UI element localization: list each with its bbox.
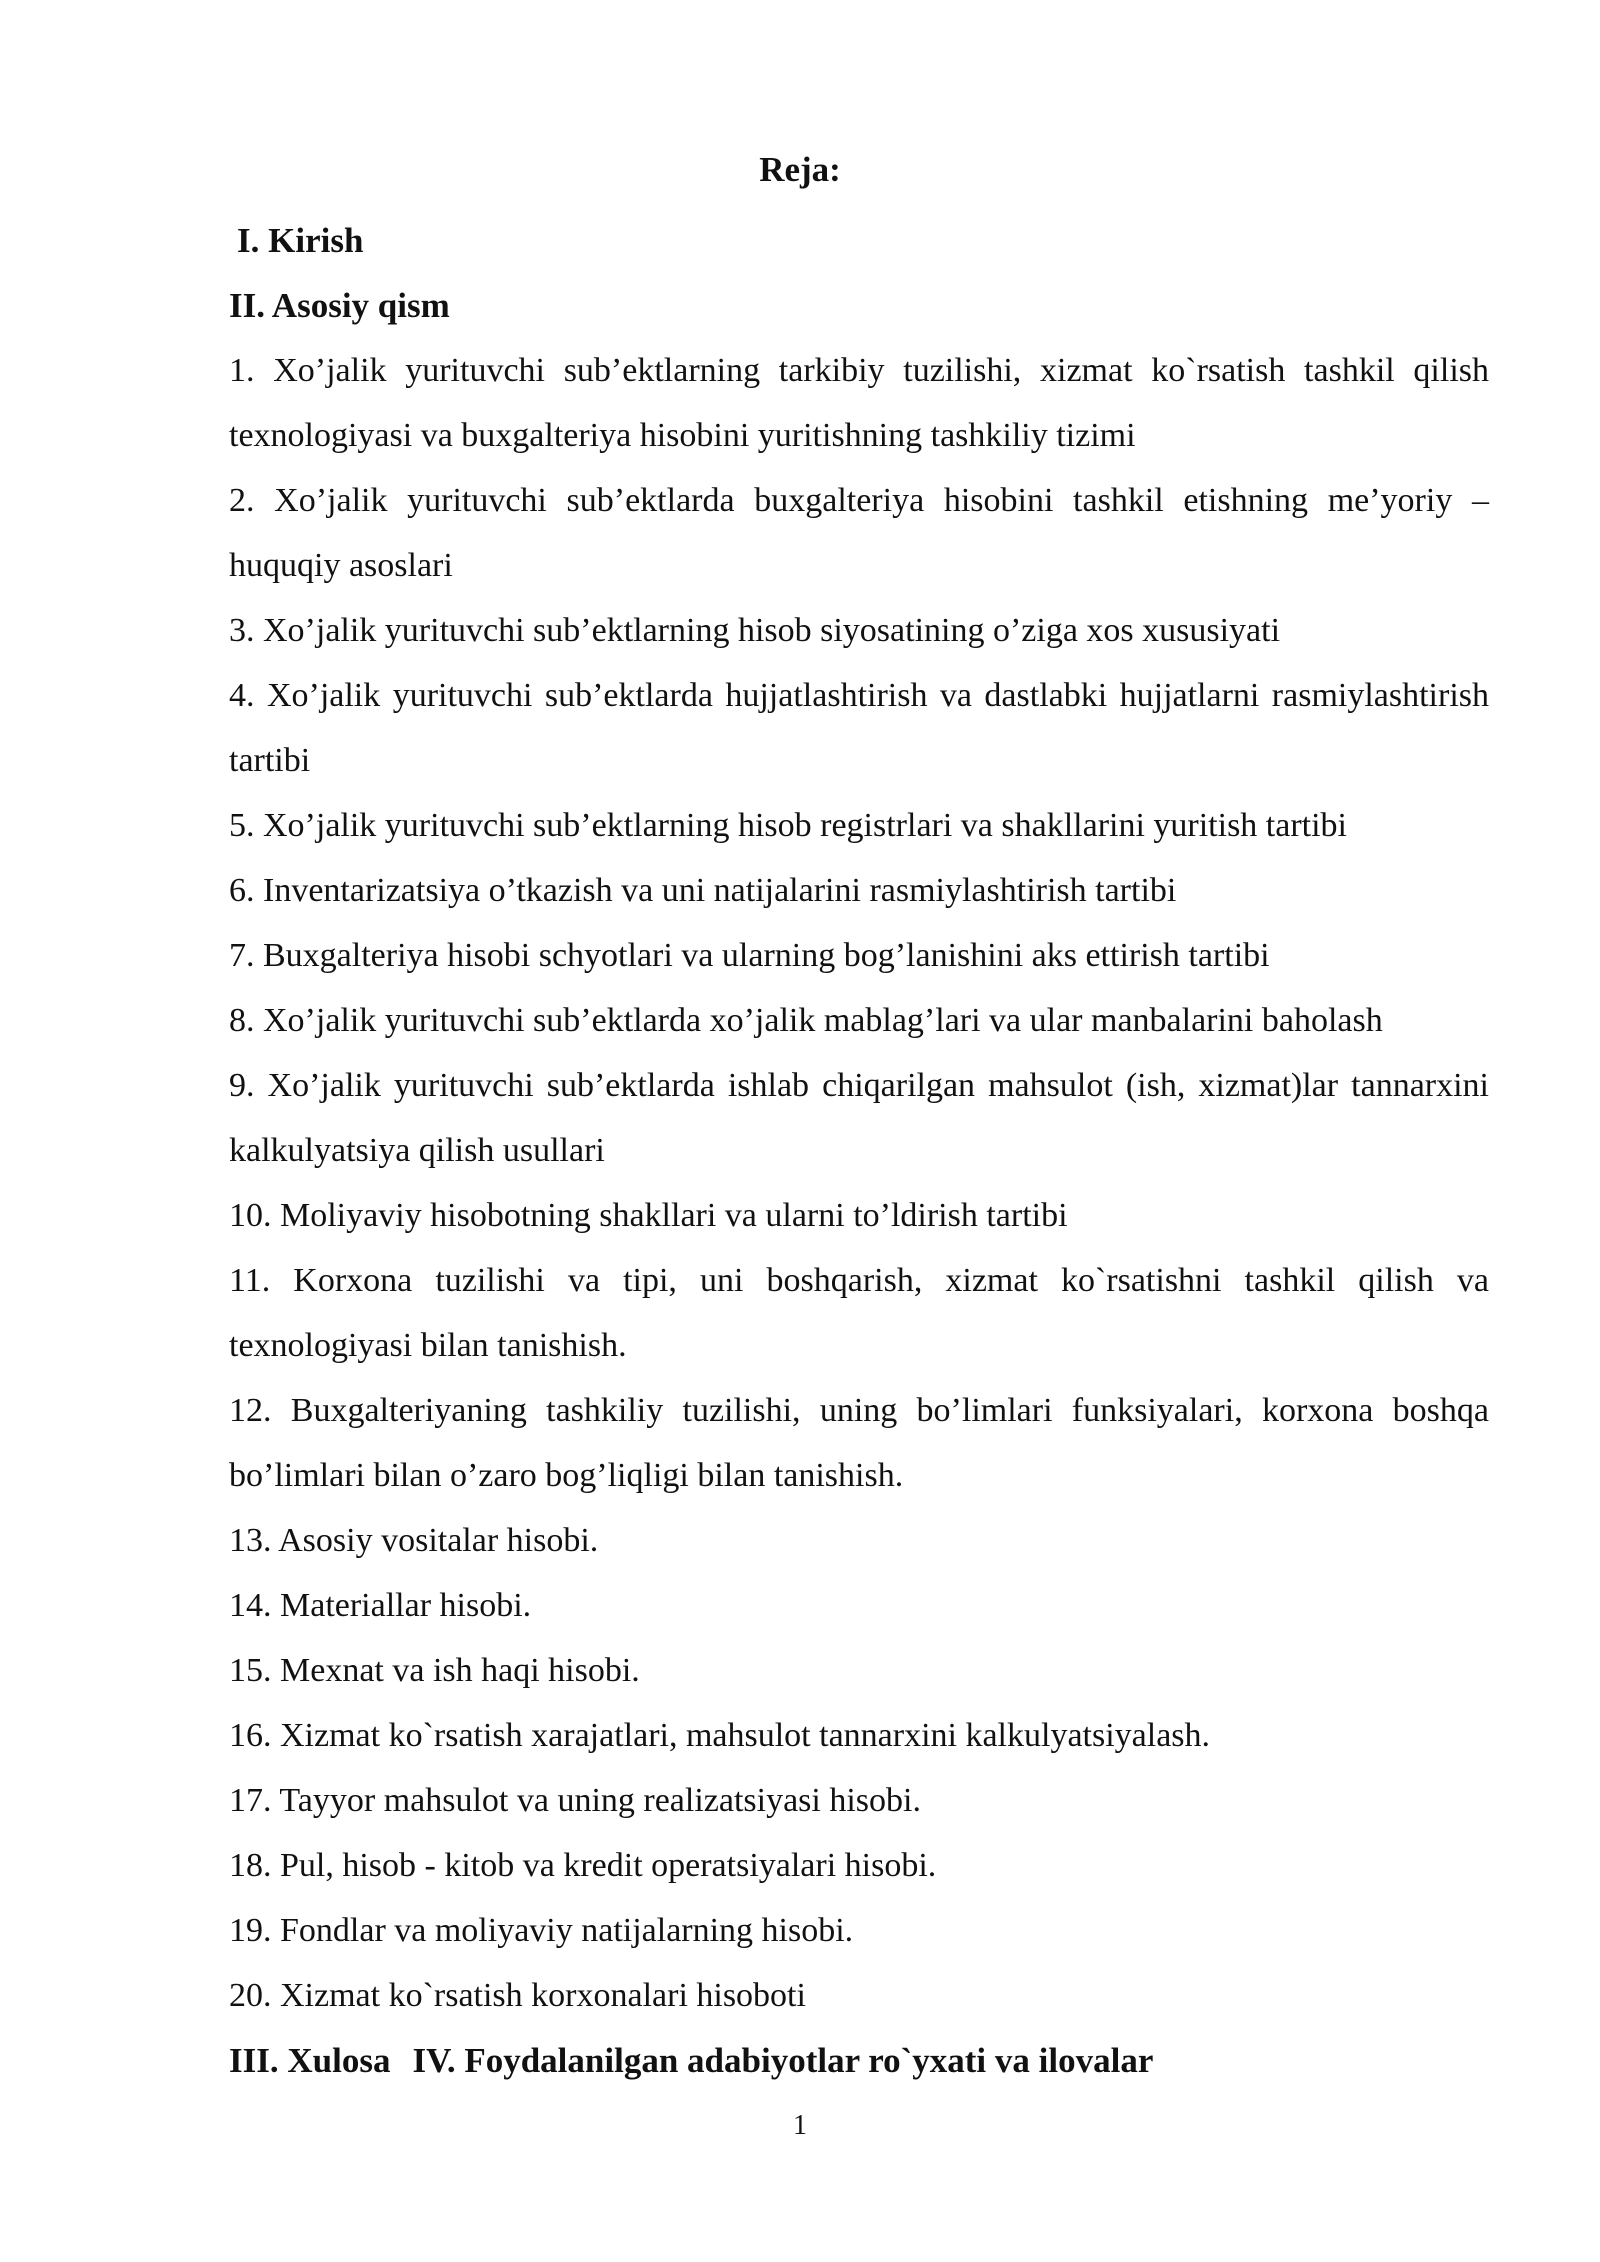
list-item-text: 20. Xizmat ko`rsatish korxonalari hisoboti	[229, 1977, 806, 2014]
list-item-text: 9. Xo’jalik yurituvchi sub’ektlarda ishlab chiqarilgan mahsulot (ish, xizmat)lar tannarxini kalkulyatsiya qilish usullari	[229, 1067, 1489, 1169]
list-item-text: 13. Asosiy vositalar hisobi.	[229, 1522, 599, 1559]
list-item-text: 1. Xo’jalik yurituvchi sub’ektlarning tarkibiy tuzilishi, xizmat ko`rsatish tashkil qilish texnologiyasi va buxgalteriya hisobini yuritishning tashkiliy tizimi	[229, 352, 1489, 454]
section-references: IV. Foydalanilgan adabiyotlar ro`yxati va ilovalar	[412, 2041, 1154, 2080]
list-item-text: 15. Mexnat va ish haqi hisobi.	[229, 1652, 640, 1689]
section-main-part: II. Asosiy qism	[229, 286, 450, 325]
page-title: Reja:	[759, 150, 841, 189]
list-item	[229, 1508, 1489, 1573]
list-item	[229, 793, 1489, 858]
list-item	[229, 988, 1489, 1053]
list-item	[229, 663, 1489, 793]
list-item	[229, 338, 1489, 468]
list-item-text: 3. Xo’jalik yurituvchi sub’ektlarning hisob siyosatining o’ziga xos xususiyati	[229, 612, 1281, 649]
list-item	[229, 1833, 1489, 1898]
list-item-text: 18. Pul, hisob - kitob va kredit operatsiyalari hisobi.	[229, 1847, 937, 1884]
list-item	[229, 1768, 1489, 1833]
list-item	[229, 1053, 1489, 1183]
plan-content	[229, 208, 1489, 2093]
list-item-text: 8. Xo’jalik yurituvchi sub’ektlarda xo’jalik mablag’lari va ular manbalarini baholash	[229, 1002, 1383, 1039]
list-item-text: 17. Tayyor mahsulot va uning realizatsiyasi hisobi.	[229, 1782, 921, 1819]
list-item-text: 6. Inventarizatsiya o’tkazish va uni natijalarini rasmiylashtirish tartibi	[229, 872, 1177, 909]
list-item-text: 7. Buxgalteriya hisobi schyotlari va ularning bog’lanishini aks ettirish tartibi	[229, 937, 1270, 974]
list-item	[229, 1703, 1489, 1768]
list-item	[229, 598, 1489, 663]
list-item-text: 16. Xizmat ko`rsatish xarajatlari, mahsulot tannarxini kalkulyatsiyalash.	[229, 1717, 1211, 1754]
section-conclusion: III. Xulosa	[229, 2041, 391, 2080]
page-number: 1	[793, 2110, 807, 2141]
list-item-text: 10. Moliyaviy hisobotning shakllari va ularni to’ldirish tartibi	[229, 1197, 1068, 1234]
list-item-text: 12. Buxgalteriyaning tashkiliy tuzilishi, uning bo’limlari funksiyalari, korxona boshqa bo’limlari bilan o’zaro bog’liqligi bilan tanishish.	[229, 1392, 1489, 1494]
section-intro: I. Kirish	[237, 221, 364, 260]
list-item	[229, 1378, 1489, 1508]
list-item	[229, 1183, 1489, 1248]
list-item	[229, 1898, 1489, 1963]
list-item	[229, 923, 1489, 988]
list-item-text: 2. Xo’jalik yurituvchi sub’ektlarda buxgalteriya hisobini tashkil etishning me’yoriy – huquqiy asoslari	[229, 482, 1489, 584]
list-item	[229, 858, 1489, 923]
list-item-text: 19. Fondlar va moliyaviy natijalarning hisobi.	[229, 1912, 854, 1949]
list-item	[229, 1638, 1489, 1703]
list-item	[229, 1248, 1489, 1378]
list-item-text: 14. Materiallar hisobi.	[229, 1587, 532, 1624]
closing-sections	[229, 2028, 1489, 2093]
list-item-text: 4. Xo’jalik yurituvchi sub’ektlarda hujjatlashtirish va dastlabki hujjatlarni rasmiylashtirish tartibi	[229, 677, 1489, 779]
plan-items-list	[229, 338, 1489, 2028]
list-item	[229, 468, 1489, 598]
list-item-text: 11. Korxona tuzilishi va tipi, uni boshqarish, xizmat ko`rsatishni tashkil qilish va texnologiyasi bilan tanishish.	[229, 1262, 1489, 1364]
list-item	[229, 1963, 1489, 2028]
list-item-text: 5. Xo’jalik yurituvchi sub’ektlarning hisob registrlari va shakllarini yuritish tartibi	[229, 807, 1347, 844]
list-item	[229, 1573, 1489, 1638]
